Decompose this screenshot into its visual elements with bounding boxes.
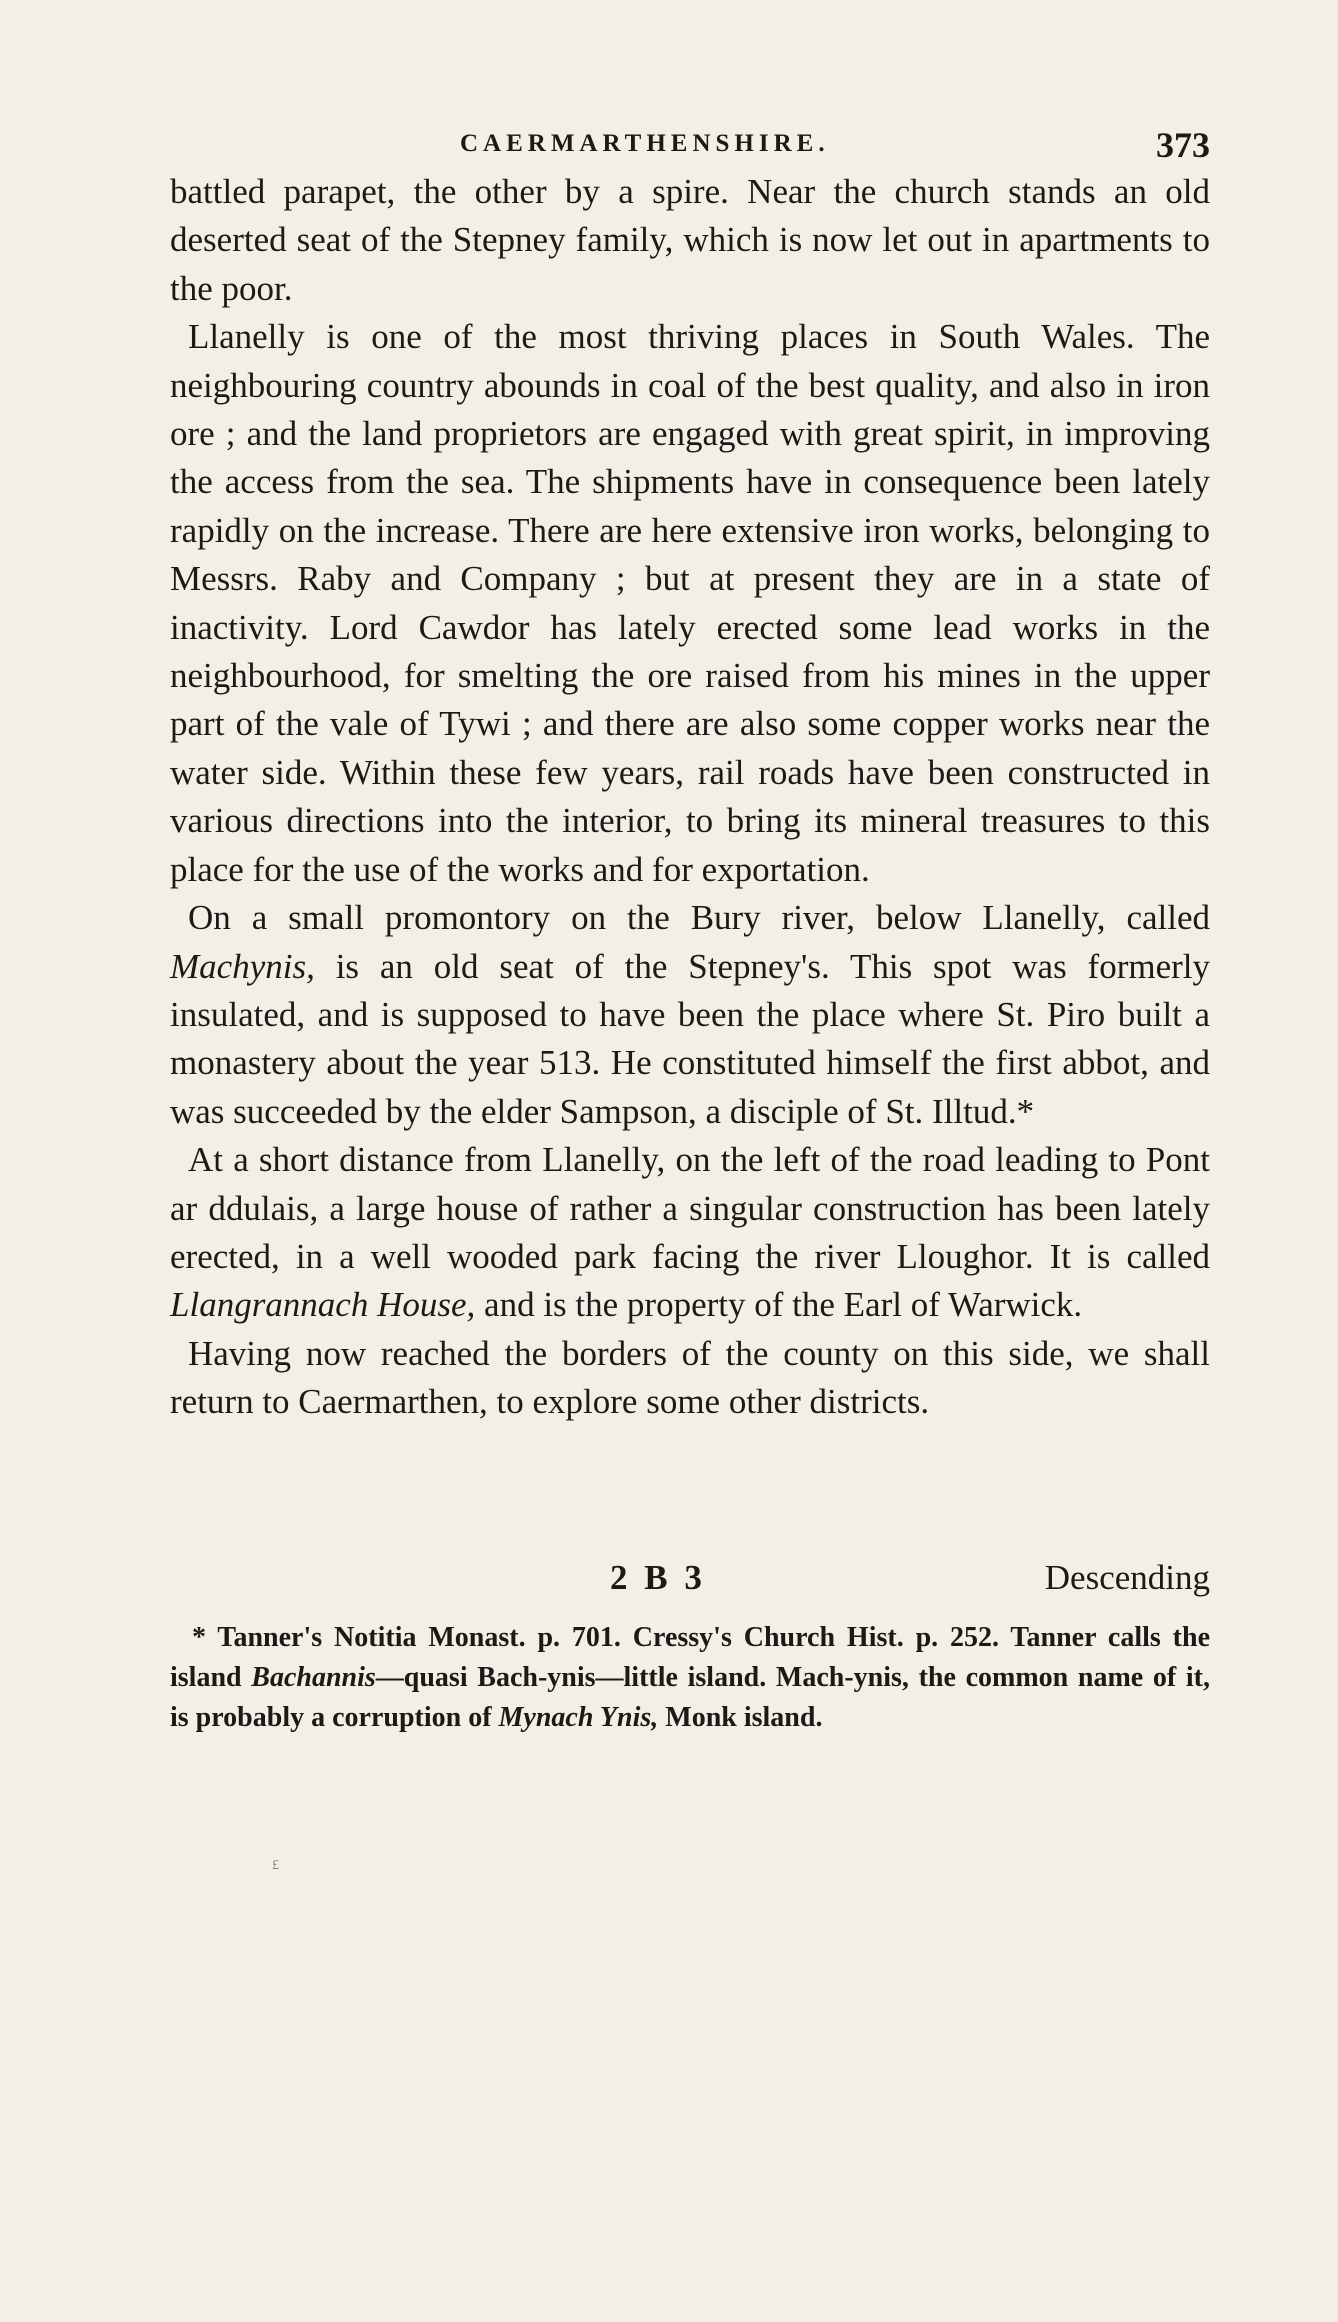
paragraph-4 xyxy=(170,1136,1210,1330)
paragraph-3-text-b: is an old seat of the Stepney's. This spot was formerly insulated, and is supposed to have been the place where St. Piro built a monastery about the year 513. He constituted himself the first abbot, and was succeeded by the elder Sampson, a disciple of St. Illtud.* xyxy=(170,946,1210,1131)
paragraph-1: battled parapet, the other by a spire. Near the church stands an old deserted seat of the Stepney family, which is now let out in apartments to the poor. xyxy=(170,172,1210,308)
footnote-text xyxy=(170,1618,1210,1738)
stray-mark: £ xyxy=(272,1858,279,1873)
catchword: Descending xyxy=(1044,1558,1210,1597)
paragraph-3-text-a: On a small promontory on the Bury river, below Llanelly, called xyxy=(188,898,1210,938)
paragraph-4-italic: Llangrannach House, xyxy=(170,1285,476,1325)
paragraph-3-italic: Machynis, xyxy=(170,946,315,986)
page-number: 373 xyxy=(1156,125,1210,165)
running-title: CAERMARTHENSHIRE. xyxy=(460,130,830,157)
signature-line xyxy=(170,1558,1210,1608)
paragraph-5: Having now reached the borders of the county on this side, we shall return to Caermarthen, to explore some other districts. xyxy=(170,1333,1210,1422)
footnote-italic-1: Bachannis xyxy=(251,1662,376,1693)
footnote-text-b: —quasi Bach-ynis—little island. Mach-ynis, the common name of it, is probably a corruption of xyxy=(170,1662,1210,1733)
paragraph-2: Llanelly is one of the most thriving places in South Wales. The neighbouring country abounds in coal of the best quality, and also in iron ore ; and the land proprietors are engaged with great spirit, in improving the access from the sea. The shipments have in consequence been lately rapidly on the increase. There are here extensive iron works, belonging to Messrs. Raby and Company ; but at present they are in a state of inactivity. Lord Cawdor has lately erected some lead works in the neighbourhood, for smelting the ore raised from his mines in the upper part of the vale of Tywi ; and there are also some copper works near the water side. Within these few years, rail roads have been constructed in various directions into the interior, to bring its mineral treasures to this place for the use of the works and for exportation. xyxy=(170,317,1210,889)
footnote-text-c: Monk island. xyxy=(658,1702,823,1733)
signature-mark: 2 B 3 xyxy=(610,1558,706,1597)
footnote xyxy=(170,1618,1210,1738)
footnote-text-a: * Tanner's Notitia Monast. p. 701. Cressy's Church Hist. p. 252. Tanner calls the island xyxy=(170,1622,1210,1693)
body-text xyxy=(170,168,1210,1427)
paragraph-3 xyxy=(170,894,1210,1136)
footnote-italic-2: Mynach Ynis, xyxy=(498,1702,659,1733)
paragraph-4-text-a: At a short distance from Llanelly, on the left of the road leading to Pont ar ddulais, a large house of rather a singular construction has been lately erected, in a well wooded park facing the river Lloughor. It is called xyxy=(170,1140,1210,1276)
paragraph-4-text-b: and is the property of the Earl of Warwick. xyxy=(475,1285,1083,1325)
